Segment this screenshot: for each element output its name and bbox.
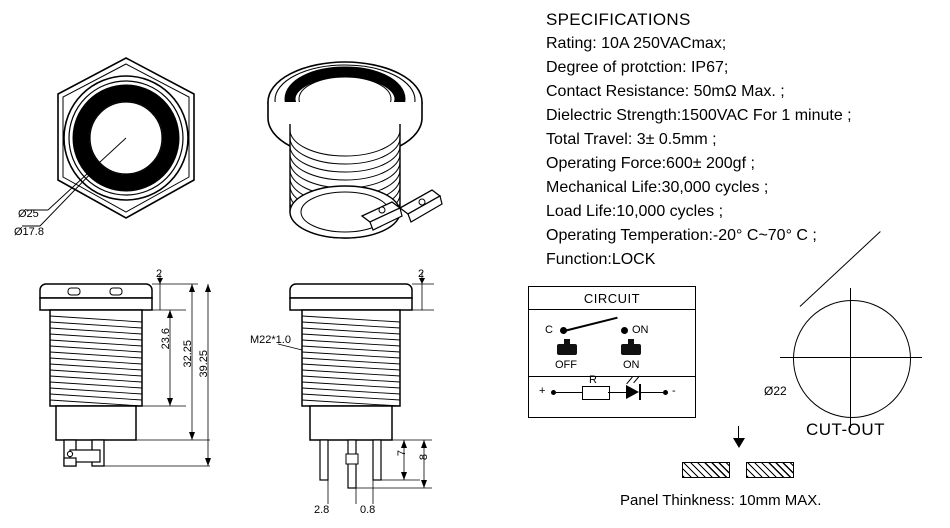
panel-thickness-drawing [620, 452, 900, 522]
spec-line: Operating Force:600± 200gf ; [546, 155, 755, 172]
circuit-label-on-dot: ON [632, 324, 649, 336]
circuit-wire-right [641, 392, 663, 393]
spec-line: Contact Resistance: 50mΩ Max. ; [546, 83, 785, 100]
spec-line: Dielectric Strength:1500VAC For 1 minute ; [546, 107, 852, 124]
circuit-terminal-on [621, 344, 641, 355]
circuit-led-arrow-2 [633, 376, 640, 384]
circuit-wire-mid [608, 392, 626, 393]
front-view-inner-diameter-label: Ø17.8 [14, 226, 44, 238]
panel-thickness-caption: Panel Thinkness: 10mm MAX. [620, 492, 822, 509]
section-view-pin-dimension-large: 8 [418, 454, 430, 461]
side-view-thread-dimension: 23.6 [160, 328, 172, 350]
panel-arrow-head [733, 438, 745, 448]
cutout-centerline-vertical [850, 288, 851, 428]
circuit-led-area [529, 374, 695, 417]
cutout-drawing [764, 292, 928, 442]
circuit-label-c: C [545, 324, 553, 336]
section-view-bottom-dimension-right: 0.8 [360, 504, 376, 516]
circuit-title: CIRCUIT [529, 287, 695, 310]
spec-line: Load Life:10,000 cycles ; [546, 203, 724, 220]
spec-line: Rating: 10A 250VACmax; [546, 35, 727, 52]
front-view-outer-diameter-label: Ø25 [18, 208, 39, 220]
circuit-node-minus [663, 390, 668, 395]
circuit-label-minus: - [672, 385, 676, 397]
circuit-terminal-off [557, 344, 577, 355]
side-view-body-dimension: 32.25 [182, 340, 194, 368]
cutout-caption: CUT-OUT [806, 420, 886, 439]
circuit-label-r: R [589, 374, 597, 386]
side-view-top-dimension: 2 [156, 268, 163, 280]
section-view-drawing [250, 268, 490, 518]
circuit-resistor [582, 386, 610, 400]
circuit-wire-left [556, 392, 582, 393]
circuit-switch-area [529, 310, 695, 377]
circuit-diagram-box [528, 286, 696, 418]
panel-section-right [746, 462, 794, 478]
section-view-top-dimension: 2 [418, 268, 425, 280]
section-view-bottom-dimension-left: 2.8 [314, 504, 330, 516]
side-view-drawing [20, 268, 230, 518]
specifications-block [546, 10, 946, 272]
spec-line: Total Travel: 3± 0.5mm ; [546, 131, 717, 148]
circuit-label-plus: + [539, 385, 546, 397]
circuit-label-off: OFF [555, 359, 577, 371]
circuit-dot-on [621, 327, 628, 334]
circuit-label-on: ON [623, 359, 640, 371]
spec-line: Mechanical Life:30,000 cycles ; [546, 179, 769, 196]
spec-line: Function:LOCK [546, 251, 656, 268]
spec-line: Operating Temperation:-20° C~70° C ; [546, 227, 817, 244]
perspective-view-drawing [250, 40, 480, 240]
circuit-switch-arm [564, 317, 618, 332]
cutout-diameter-label: Ø22 [764, 384, 787, 398]
panel-section-left [682, 462, 730, 478]
front-view-drawing [14, 40, 238, 240]
side-view-total-dimension: 39.25 [198, 350, 210, 378]
specifications-title: SPECIFICATIONS [546, 10, 691, 29]
section-view-pin-dimension-small: 7 [396, 450, 408, 457]
circuit-led-arrow-1 [626, 377, 633, 385]
cutout-circle [793, 300, 911, 418]
spec-line: Degree of protction: IP67; [546, 59, 729, 76]
circuit-led-symbol [626, 385, 639, 399]
thread-spec-label: M22*1.0 [250, 334, 291, 346]
